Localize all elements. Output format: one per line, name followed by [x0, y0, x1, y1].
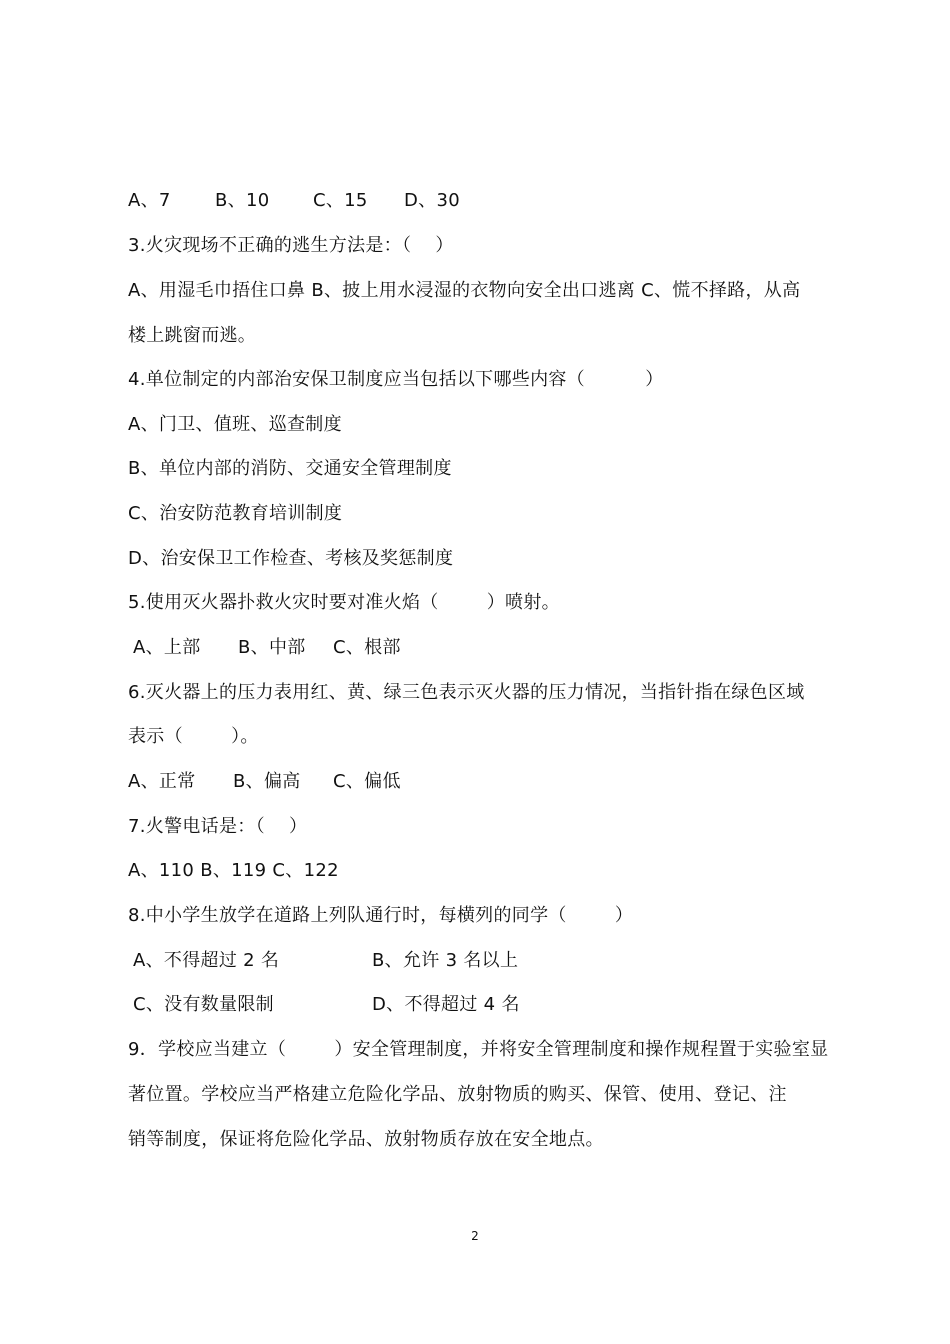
q9-line1: 9．学校应当建立（ ）安全管理制度，并将安全管理制度和操作规程置于实验室显 — [128, 1039, 829, 1060]
q5-stem: 5.使用灭火器扑救火灾时要对准火焰（ ）喷射。 — [128, 592, 560, 613]
q8-option-c: C、没有数量限制 — [133, 994, 274, 1015]
q9-line3: 销等制度，保证将危险化学品、放射物质存放在安全地点。 — [128, 1129, 604, 1150]
q4-option-b: B、单位内部的消防、交通安全管理制度 — [128, 458, 452, 479]
q6-stem-line2: 表示（ ）。 — [128, 726, 259, 747]
q8-stem: 8.中小学生放学在道路上列队通行时，每横列的同学（ ） — [128, 905, 634, 926]
q5-option-c: C、根部 — [333, 637, 401, 658]
q8-option-d: D、不得超过 4 名 — [372, 994, 520, 1015]
q9-line2: 著位置。学校应当严格建立危险化学品、放射物质的购买、保管、使用、登记、注 — [128, 1084, 787, 1105]
q4-option-a: A、门卫、值班、巡查制度 — [128, 414, 342, 435]
q5-option-b: B、中部 — [238, 637, 306, 658]
q7-options: A、110 B、119 C、122 — [128, 860, 339, 881]
q2-option-b: B、10 — [215, 190, 270, 211]
q3-stem: 3.火灾现场不正确的逃生方法是：（ ） — [128, 235, 454, 256]
q5-option-a: A、上部 — [133, 637, 201, 658]
q2-option-c: C、15 — [313, 190, 368, 211]
q6-option-a: A、正常 — [128, 771, 196, 792]
q2-option-d: D、30 — [404, 190, 460, 211]
q8-option-b: B、允许 3 名以上 — [372, 950, 519, 971]
q6-option-c: C、偏低 — [333, 771, 401, 792]
q3-options-line1: A、用湿毛巾捂住口鼻 B、披上用水浸湿的衣物向安全出口逃离 C、慌不择路，从高 — [128, 280, 801, 301]
q4-stem: 4.单位制定的内部治安保卫制度应当包括以下哪些内容（ ） — [128, 369, 664, 390]
q7-stem: 7.火警电话是：（ ） — [128, 816, 308, 837]
q2-option-a: A、7 — [128, 190, 171, 211]
q6-stem-line1: 6.灭火器上的压力表用红、黄、绿三色表示灭火器的压力情况，当指针指在绿色区域 — [128, 682, 805, 703]
q4-option-c: C、治安防范教育培训制度 — [128, 503, 343, 524]
q4-option-d: D、治安保卫工作检查、考核及奖惩制度 — [128, 548, 454, 569]
q8-option-a: A、不得超过 2 名 — [133, 950, 280, 971]
q6-option-b: B、偏高 — [233, 771, 301, 792]
page-number: 2 — [471, 1229, 479, 1243]
q3-options-line2: 楼上跳窗而逃。 — [128, 325, 257, 346]
